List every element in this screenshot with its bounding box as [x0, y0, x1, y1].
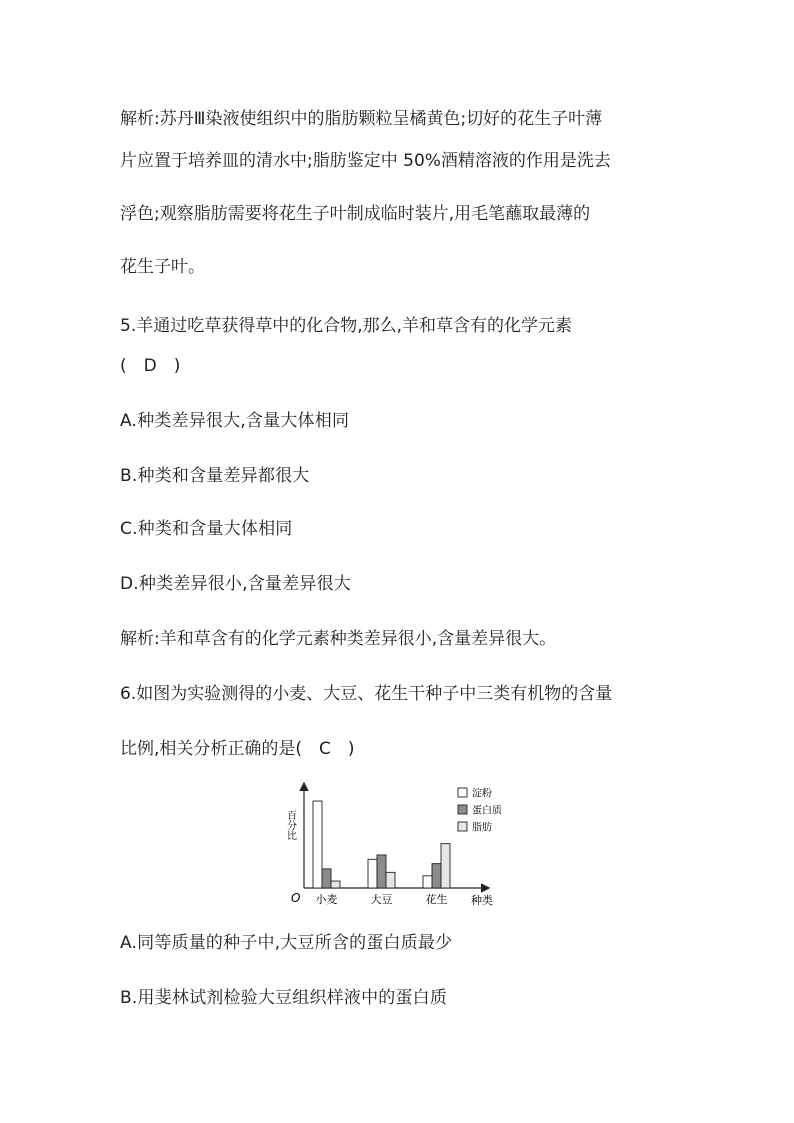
option-a: A.同等质量的种子中,大豆所含的蛋白质最少	[120, 933, 453, 953]
option-d: D.种类差异很小,含量差异很大	[120, 574, 351, 594]
category-label: 大豆	[370, 893, 393, 906]
bar-花生-蛋白质	[432, 864, 441, 888]
question-stem: 5.羊通过吃草获得草中的化合物,那么,羊和草含有的化学元素	[120, 316, 573, 336]
category-label: 花生	[425, 893, 448, 906]
bar-chart	[278, 780, 508, 912]
option-b: B.种类和含量差异都很大	[120, 466, 310, 486]
legend-label: 淀粉	[472, 788, 492, 800]
origin-label: O	[291, 891, 301, 905]
analysis-line: 解析:羊和草含有的化学元素种类差异很小,含量差异很大。	[120, 629, 557, 649]
option-c: C.种类和含量大体相同	[120, 519, 293, 539]
question-stem: 6.如图为实验测得的小麦、大豆、花生干种子中三类有机物的含量	[120, 684, 613, 704]
x-axis-label: 种类	[471, 894, 493, 907]
legend-label: 蛋白质	[472, 805, 502, 817]
bar-大豆-脂肪	[386, 872, 395, 888]
legend-swatch	[458, 822, 467, 831]
bar-小麦-淀粉	[313, 801, 322, 888]
bar-小麦-蛋白质	[322, 869, 331, 888]
answer-bracket: 比例,相关分析正确的是( C )	[120, 739, 355, 759]
legend-swatch	[458, 788, 467, 797]
bar-大豆-蛋白质	[377, 855, 386, 888]
option-a: A.种类差异很大,含量大体相同	[120, 411, 350, 431]
bar-大豆-淀粉	[368, 859, 377, 888]
bar-小麦-脂肪	[331, 881, 340, 888]
analysis-line: 解析:苏丹Ⅲ染液使组织中的脂肪颗粒呈橘黄色;切好的花生子叶薄	[120, 109, 603, 129]
option-b: B.用斐林试剂检验大豆组织样液中的蛋白质	[120, 988, 448, 1008]
category-label: 小麦	[315, 893, 338, 906]
answer-bracket: ( D )	[120, 356, 181, 376]
bar-花生-淀粉	[423, 876, 432, 888]
legend-swatch	[458, 805, 467, 814]
analysis-line: 浮色;观察脂肪需要将花生子叶制成临时装片,用毛笔蘸取最薄的	[120, 204, 591, 224]
analysis-line: 花生子叶。	[120, 257, 205, 277]
legend-label: 脂肪	[472, 822, 492, 834]
analysis-line: 片应置于培养皿的清水中;脂肪鉴定中 50%酒精溶液的作用是洗去	[120, 151, 611, 171]
y-axis-label: 百分比	[284, 810, 296, 840]
bar-花生-脂肪	[441, 844, 450, 888]
